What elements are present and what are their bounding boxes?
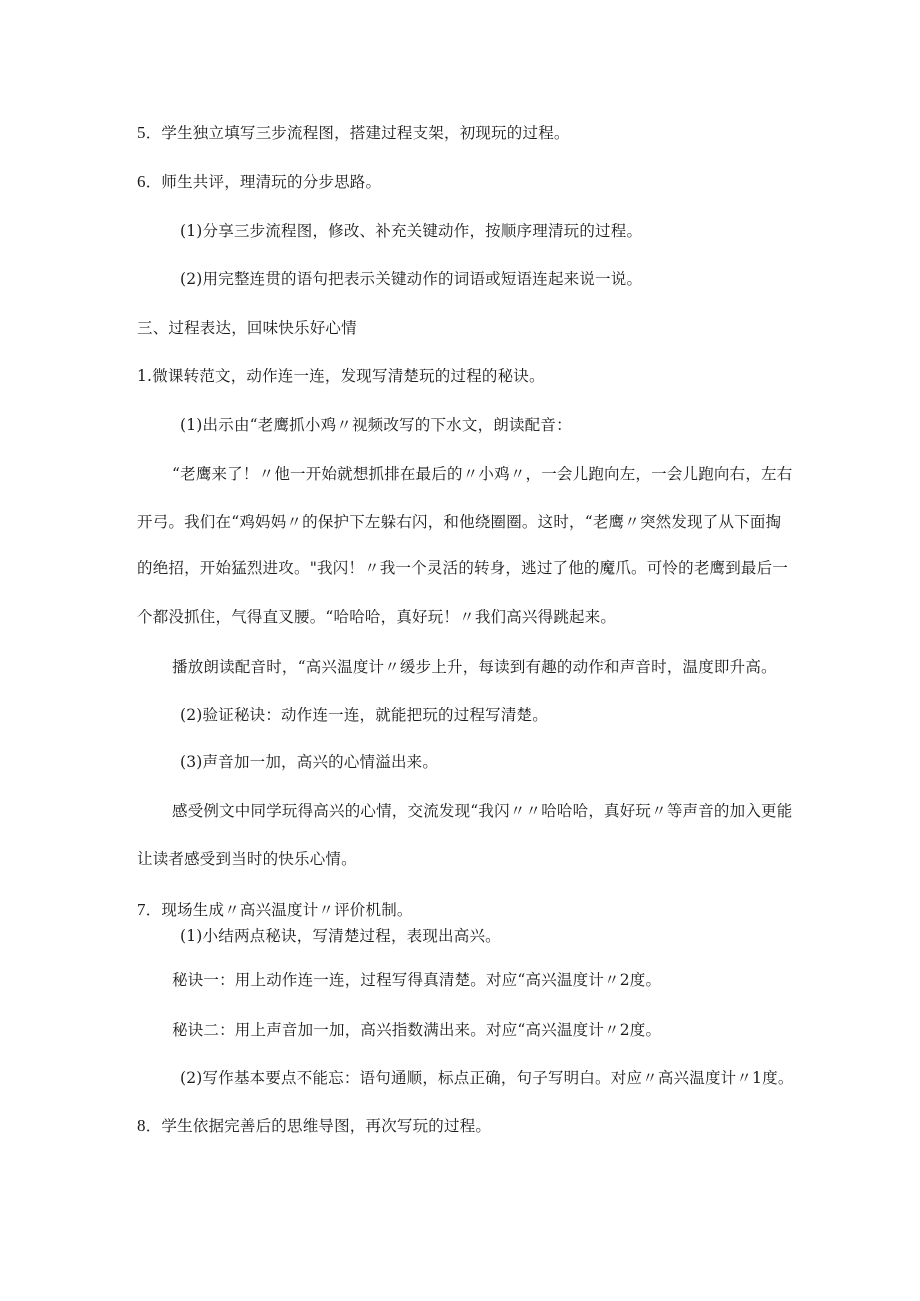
feel-para-line-1: 感受例文中同学玩得高兴的心情，交流发现“我闪〃〃哈哈哈，真好玩〃等声音的加入更能	[172, 802, 793, 820]
item-5	[137, 123, 570, 143]
play-audio-text: 播放朗读配音时，“高兴温度计〃缓步上升，每读到有趣的动作和声音时，温度即升高。	[172, 658, 777, 676]
section-sub-1: (1)出示由“老鹰抓小鸡〃视频改写的下水文，朗读配音：	[180, 416, 572, 434]
example-para-line-1: “老鹰来了！〃他一开始就想抓排在最后的〃小鸡〃，一会儿跑向左，一会儿跑向右，左右	[172, 465, 793, 483]
example-para-line-2: 开弓。我们在“鸡妈妈〃的保护下左躲右闪，和他绕圈圈。这时，“老鹰〃突然发现了从下面掏	[137, 513, 782, 531]
item-8	[137, 1116, 491, 1136]
item-6	[137, 172, 381, 192]
item-number: 6	[137, 172, 146, 191]
item-number: 7	[137, 900, 146, 919]
feel-para-line-2: 让读者感受到当时的快乐心情。	[137, 850, 357, 868]
secret-2: 秘诀二：用上声音加一加，高兴指数满出来。对应“高兴温度计〃2度。	[172, 1021, 662, 1039]
item-text: ．现场生成〃高兴温度计〃评价机制。	[145, 901, 413, 919]
item-7	[137, 900, 413, 920]
item-6-sub-2: (2)用完整连贯的语句把表示关键动作的词语或短语连起来说一说。	[180, 270, 643, 288]
item-7-sub-1: (1)小结两点秘诀，写清楚过程，表现出高兴。	[180, 927, 501, 945]
item-text: ．学生依据完善后的思维导图，再次写玩的过程。	[145, 1117, 492, 1135]
secret-1: 秘诀一：用上动作连一连，过程写得真清楚。对应“高兴温度计〃2度。	[172, 971, 662, 989]
section-sub-2: (2)验证秘诀：动作连一连，就能把玩的过程写清楚。	[180, 706, 548, 724]
section-sub-3: (3)声音加一加，高兴的心情溢出来。	[180, 753, 439, 771]
item-7-sub-2: (2)写作基本要点不能忘：语句通顺，标点正确，句子写明白。对应〃高兴温度计〃1度。	[180, 1069, 794, 1087]
example-para-line-3: 的绝招，开始猛烈进攻。"我闪！〃我一个灵活的转身，逃过了他的魔爪。可怜的老鹰到最后一	[137, 559, 789, 577]
item-text: ．师生共评，理清玩的分步思路。	[145, 173, 382, 191]
section-item-1: 1.微课转范文，动作连一连，发现写清楚玩的过程的秘诀。	[137, 367, 545, 385]
example-para-line-4: 个都没抓住，气得直叉腰。“哈哈哈，真好玩！〃我们高兴得跳起来。	[137, 608, 617, 626]
section-heading: 三、过程表达，回味快乐好心情	[137, 319, 357, 337]
item-number: 5	[137, 123, 146, 142]
item-number: 8	[137, 1116, 146, 1135]
item-text: ．学生独立填写三步流程图，搭建过程支架，初现玩的过程。	[145, 124, 570, 142]
item-6-sub-1: (1)分享三步流程图，修改、补充关键动作，按顺序理清玩的过程。	[180, 222, 643, 240]
